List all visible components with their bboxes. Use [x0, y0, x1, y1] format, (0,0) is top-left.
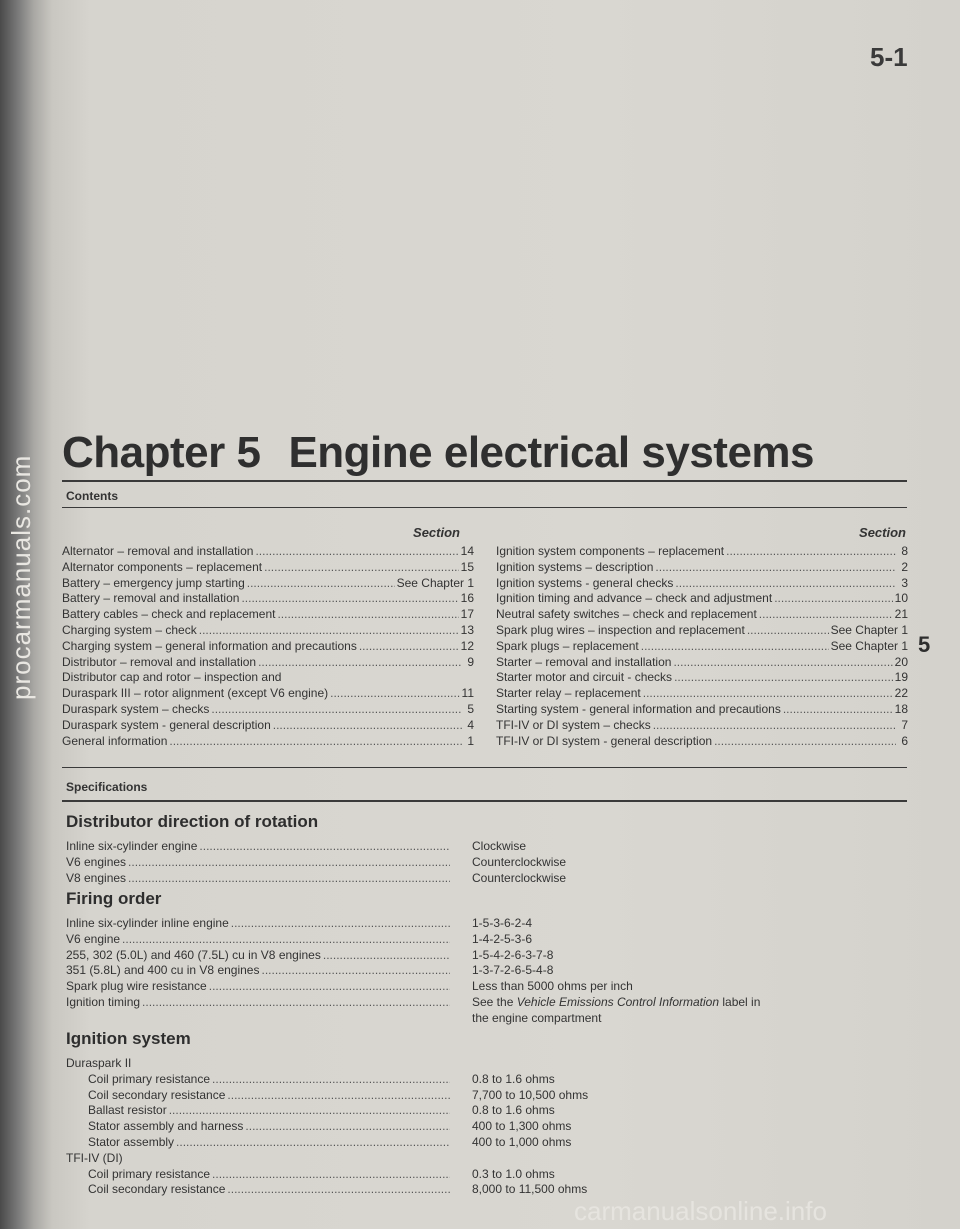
spec-row-label: Stator assembly and harness — [88, 1119, 244, 1134]
spec-value-spacer — [472, 1151, 892, 1167]
spec-row-label: Coil primary resistance — [88, 1166, 211, 1181]
spec-row-label: 255, 302 (5.0L) and 460 (7.5L) cu in V8 engines — [66, 947, 321, 962]
toc-entry-section: 1 — [467, 733, 474, 748]
spec-row-value: Clockwise — [472, 839, 527, 853]
spec-row-label: Inline six-cylinder engine — [66, 839, 198, 853]
toc-entry-section: 10 — [894, 591, 908, 606]
toc-entry — [496, 544, 908, 560]
page-number: 5-1 — [870, 42, 908, 72]
toc-entry — [496, 591, 908, 607]
toc-entry — [62, 623, 474, 639]
toc-entry — [496, 734, 908, 750]
spec-value-italic: Vehicle Emissions Control Information — [516, 994, 720, 1009]
toc-entry-section: 14 — [460, 544, 474, 558]
spec-row — [66, 979, 450, 995]
spec-row — [66, 995, 450, 1011]
spec-row — [66, 963, 450, 979]
toc-entry-leader — [169, 734, 462, 750]
spec-value-suffix: label in — [719, 994, 761, 1009]
spec-row — [66, 839, 450, 855]
spec-row — [66, 948, 450, 964]
spec-row-value: 8,000 to 11,500 ohms — [472, 1182, 588, 1197]
spec-subgroup-text: TFI-IV (DI) — [66, 1150, 123, 1165]
toc-entry-leader — [199, 623, 459, 639]
toc-entry — [496, 686, 908, 702]
spec-value-column — [472, 839, 892, 886]
toc-entry-label: Alternator components – replacement — [62, 559, 263, 574]
toc-entry — [62, 655, 474, 671]
spec-subgroup-label — [66, 1056, 450, 1072]
toc-entry-section: 8 — [901, 544, 908, 558]
toc-entry-label: General information — [62, 733, 168, 748]
toc-entry-leader — [359, 639, 459, 655]
toc-entry-label: Neutral safety switches – check and replacement — [496, 607, 757, 622]
toc-entry-section: 15 — [460, 559, 474, 574]
toc-entry-section: See Chapter 1 — [830, 622, 908, 637]
spec-value-spacer — [472, 1056, 892, 1072]
toc-entry-label: Duraspark III – rotor alignment (except V6 engine) — [62, 686, 329, 701]
spec-row-leader — [128, 871, 450, 887]
toc-entry-section: See Chapter 1 — [830, 638, 908, 653]
spec-row — [66, 1135, 450, 1151]
toc-entry-label: Starting system - general information and precautions — [496, 701, 781, 716]
spec-row-leader — [227, 1088, 450, 1104]
spec-label-column — [66, 1056, 450, 1198]
toc-entry-section: 21 — [894, 607, 908, 622]
toc-entry-label: Starter relay – replacement — [496, 686, 641, 701]
spec-row — [66, 1088, 450, 1104]
toc-entry-label: Spark plugs – replacement — [496, 638, 639, 653]
toc-entry-section: 13 — [460, 622, 474, 637]
toc-entry-leader — [655, 560, 896, 576]
spec-row-label: Ballast resistor — [88, 1103, 167, 1118]
spec-group-heading: Ignition system — [66, 1029, 191, 1048]
spec-row-value: 7,700 to 10,500 ohms — [472, 1087, 589, 1102]
toc-right-column — [496, 544, 908, 749]
contents-heading: Contents — [66, 489, 118, 503]
toc-entry-leader — [726, 544, 896, 560]
toc-entry-label: Battery cables – check and replacement — [62, 607, 276, 622]
toc-entry — [496, 670, 908, 686]
spec-row-label: V6 engines — [66, 854, 127, 869]
spec-row-value: Less than 5000 ohms per inch — [472, 979, 633, 994]
specifications-heading: Specifications — [66, 780, 148, 794]
toc-entry — [496, 607, 908, 623]
title-rule — [62, 480, 907, 482]
spec-row — [66, 1103, 450, 1119]
chapter-title — [62, 428, 814, 478]
toc-entry-section: 22 — [894, 686, 908, 701]
spec-value-column — [472, 1056, 892, 1198]
spec-row-label: 351 (5.8L) and 400 cu in V8 engines — [66, 963, 260, 978]
toc-left-section-header: Section — [413, 525, 460, 540]
toc-entry-section: 12 — [460, 638, 474, 653]
toc-right-section-header: Section — [859, 525, 906, 540]
chapter-number: Chapter 5 — [62, 428, 261, 477]
spec-row-label: Coil secondary resistance — [88, 1182, 226, 1197]
toc-entry-label: Distributor – removal and installation — [62, 654, 257, 669]
toc-entry-section: 11 — [461, 686, 474, 701]
spec-row-leader — [227, 1182, 450, 1198]
toc-entry-leader — [255, 544, 458, 560]
spec-row-value: 1-3-7-2-6-5-4-8 — [472, 963, 554, 978]
spec-row-leader — [209, 979, 450, 995]
spec-row — [66, 855, 450, 871]
spec-row-value: 1-4-2-5-3-6 — [472, 931, 533, 946]
toc-entry-leader — [643, 686, 893, 702]
toc-entry-leader — [273, 718, 462, 734]
toc-entry-section: See Chapter 1 — [396, 575, 474, 590]
spec-row — [66, 1182, 450, 1198]
toc-entry-label: Duraspark system - general description — [62, 717, 271, 732]
toc-left-column — [62, 544, 474, 749]
toc-entry-leader — [641, 639, 829, 655]
spec-row — [66, 916, 450, 932]
toc-entry-section: 20 — [894, 654, 908, 669]
spec-row-leader — [122, 932, 450, 948]
spec-row-leader — [261, 963, 450, 979]
spec-row-value: 400 to 1,000 ohms — [472, 1134, 572, 1149]
toc-entry-label: Ignition systems – description — [496, 559, 654, 574]
spec-subgroup-text: Duraspark II — [66, 1056, 132, 1070]
toc-entry-leader — [247, 576, 395, 592]
spec-row — [66, 932, 450, 948]
spec-row-continuation — [66, 1011, 450, 1027]
spec-row-value: 1-5-4-2-6-3-7-8 — [472, 947, 554, 962]
toc-entry-label: TFI-IV or DI system – checks — [496, 717, 651, 732]
watermark-bottom: carmanualsonline.info — [574, 1196, 827, 1226]
toc-entry-label: Distributor cap and rotor – inspection and — [62, 670, 282, 685]
toc-entry-leader — [714, 734, 896, 750]
toc-entry-leader — [241, 591, 458, 607]
spec-subgroup-label — [66, 1151, 450, 1167]
spec-group-heading: Firing order — [66, 889, 162, 908]
toc-entry-section: 5 — [467, 701, 474, 716]
spec-row-leader — [212, 1072, 450, 1088]
toc-entry-section: 3 — [901, 575, 908, 590]
spec-row-value: 0.3 to 1.0 ohms — [472, 1166, 555, 1181]
spec-row-label: Stator assembly — [88, 1134, 175, 1149]
toc-entry-label: Starter motor and circuit - checks — [496, 670, 673, 685]
spec-row-label: V6 engine — [66, 931, 121, 946]
spec-row — [66, 871, 450, 887]
spec-row — [66, 1167, 450, 1183]
toc-entry — [62, 639, 474, 655]
toc-entry-section: 7 — [901, 717, 908, 732]
toc-entry — [62, 686, 474, 702]
spec-row-label: Coil secondary resistance — [88, 1087, 226, 1102]
toc-entry-section: 19 — [894, 670, 908, 685]
toc-entry-leader — [211, 702, 462, 718]
toc-entry — [62, 560, 474, 576]
spec-row-label: V8 engines — [66, 870, 127, 885]
spec-row-value: 1-5-3-6-2-4 — [472, 916, 533, 930]
toc-entry-label: Battery – emergency jump starting — [62, 575, 245, 590]
spec-row-value: Counterclockwise — [472, 854, 567, 869]
toc-entry-label: Charging system – check — [62, 622, 197, 637]
toc-entry-label: Starter – removal and installation — [496, 654, 672, 669]
toc-entry — [496, 655, 908, 671]
spec-label-column — [66, 839, 450, 886]
spec-row-label: Inline six-cylinder inline engine — [66, 916, 229, 930]
toc-entry-section: 18 — [894, 701, 908, 716]
spec-row-leader — [169, 1103, 450, 1119]
chapter-tab-marker: 5 — [918, 632, 931, 657]
watermark-side: procarmanuals.com — [6, 454, 36, 700]
toc-entry — [62, 544, 474, 560]
spec-value-column — [472, 916, 892, 1027]
spec-row-leader — [142, 995, 450, 1011]
toc-entry-label: Spark plug wires – inspection and replacement — [496, 622, 745, 637]
spec-row-label: Spark plug wire resistance — [66, 979, 207, 994]
spec-row-leader — [128, 855, 450, 871]
toc-entry-section: 2 — [901, 559, 908, 574]
toc-entry — [62, 670, 474, 686]
toc-entry-label: Alternator – removal and installation — [62, 544, 254, 558]
toc-entry — [62, 718, 474, 734]
toc-entry-label: TFI-IV or DI system - general description — [496, 733, 713, 748]
toc-entry — [62, 702, 474, 718]
spec-row — [66, 1119, 450, 1135]
spec-row-value: 400 to 1,300 ohms — [472, 1119, 572, 1134]
toc-entry-section: 16 — [460, 591, 474, 606]
toc-entry-label: Battery – removal and installation — [62, 591, 240, 606]
spec-row-value: Counterclockwise — [472, 870, 567, 885]
toc-entry-section: 6 — [901, 733, 908, 748]
spec-top-rule — [62, 767, 907, 768]
spec-row-label: Coil primary resistance — [88, 1071, 211, 1086]
spec-row-value — [472, 995, 892, 1011]
toc-entry-leader — [277, 607, 458, 623]
toc-entry-leader — [674, 670, 893, 686]
toc-entry — [496, 623, 908, 639]
spec-row-value: 0.8 to 1.6 ohms — [472, 1071, 555, 1086]
toc-entry-leader — [258, 655, 462, 671]
toc-entry-label: Duraspark system – checks — [62, 701, 210, 716]
toc-entry-leader — [673, 655, 892, 671]
toc-entry-leader — [774, 591, 892, 607]
toc-entry-leader — [675, 576, 896, 592]
contents-rule — [62, 507, 907, 508]
toc-entry-leader — [747, 623, 829, 639]
spec-row-value: 0.8 to 1.6 ohms — [472, 1103, 555, 1118]
spec-value-prefix: See the — [472, 994, 517, 1009]
toc-entry — [496, 576, 908, 592]
spec-row-leader — [245, 1119, 450, 1135]
toc-entry-label: Charging system – general information and precautions — [62, 638, 357, 653]
toc-entry-label: Ignition systems - general checks — [496, 575, 674, 590]
spec-rule — [62, 800, 907, 802]
toc-entry-section: 9 — [467, 654, 474, 669]
spec-row-leader — [231, 916, 450, 932]
toc-entry — [496, 718, 908, 734]
toc-entry — [62, 591, 474, 607]
toc-entry-leader — [759, 607, 893, 623]
spec-group-heading: Distributor direction of rotation — [66, 812, 319, 831]
toc-entry — [62, 734, 474, 750]
toc-entry-leader — [783, 702, 893, 718]
spec-row-label: Ignition timing — [66, 994, 141, 1009]
spec-row — [66, 1072, 450, 1088]
spec-value-line2: the engine compartment — [472, 1010, 602, 1025]
toc-entry-section: 17 — [460, 607, 474, 622]
toc-entry-section: 4 — [467, 717, 474, 732]
toc-entry-leader — [330, 686, 459, 702]
spec-row-leader — [323, 948, 450, 964]
spec-label-column — [66, 916, 450, 1027]
toc-entry — [496, 560, 908, 576]
spec-row-leader — [176, 1135, 450, 1151]
toc-entry-label: Ignition system components – replacement — [496, 544, 725, 558]
toc-entry — [496, 702, 908, 718]
toc-entry — [62, 607, 474, 623]
chapter-name: Engine electrical systems — [288, 428, 815, 477]
toc-entry — [62, 576, 474, 592]
toc-entry-leader — [653, 718, 896, 734]
toc-entry-leader — [264, 560, 459, 576]
toc-entry — [496, 639, 908, 655]
spec-row-leader — [199, 839, 450, 855]
spec-row-leader — [212, 1167, 450, 1183]
toc-entry-label: Ignition timing and advance – check and adjustment — [496, 591, 773, 606]
